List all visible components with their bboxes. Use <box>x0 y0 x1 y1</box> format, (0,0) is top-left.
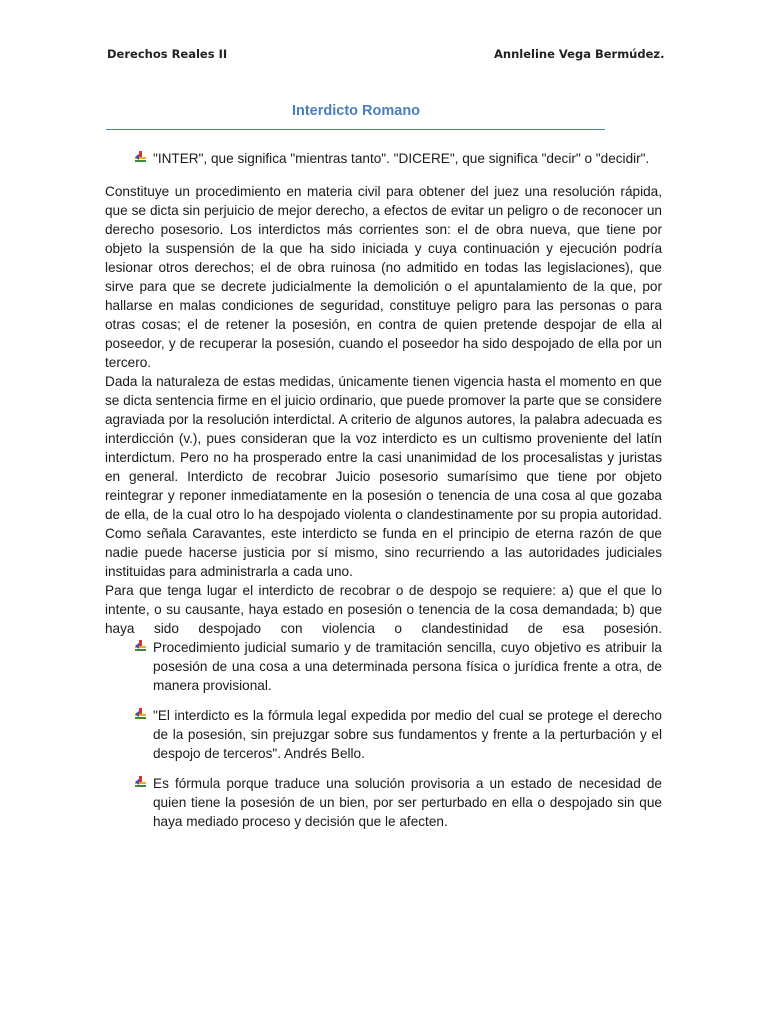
etymology-text: "INTER", que significa "mientras tanto". "DICERE", que significa "decir" o "decidir". <box>153 151 650 166</box>
header-author: Annleline Vega Bermúdez. <box>494 47 665 61</box>
arrow-bullet-icon <box>134 708 147 721</box>
arrow-bullet-icon <box>134 640 147 653</box>
arrow-bullet-icon <box>134 151 147 164</box>
definition-text-1: Procedimiento judicial sumario y de tramitación sencilla, cuyo objetivo es atribuir la posesión de una cosa a una determinada persona física o jurídica frente a otra, de manera provisional. <box>153 640 662 693</box>
header-course: Derechos Reales II <box>107 47 228 61</box>
definition-bullet-2 <box>134 706 662 763</box>
paragraph-3: Para que tenga lugar el interdicto de recobrar o de despojo se requiere: a) que el que lo intente, o su causante, haya estado en posesión o tenencia de la cosa demandada; b) que haya sido despojado con violencia o clandestinidad de esa posesión. <box>105 583 662 636</box>
etymology-bullet <box>134 149 662 168</box>
definition-bullet-1 <box>134 638 662 695</box>
arrow-bullet-icon <box>134 776 147 789</box>
paragraph-block <box>105 182 662 638</box>
title-divider <box>106 129 605 130</box>
definition-text-3: Es fórmula porque traduce una solución provisoria a un estado de necesidad de quien tiene la posesión de un bien, por ser perturbado en ella o despojado sin que haya mediado proceso y decisión que le afecten. <box>153 776 662 829</box>
definition-text-2: "El interdicto es la fórmula legal expedida por medio del cual se protege el derecho de la posesión, sin prejuzgar sobre sus fundamentos y frente a la perturbación y el despojo de terceros". Andrés Bello. <box>153 708 662 761</box>
document-body <box>105 149 662 831</box>
paragraph-1: Constituye un procedimiento en materia civil para obtener del juez una resolución rápida, que se dicta sin perjuicio de mejor derecho, a efectos de evitar un peligro o de reconocer un derecho posesorio. Los interdictos más corrientes son: el de obra nueva, que tiene por objeto la suspensión de la que ha sido iniciada y cuya continuación y ejecución podría lesionar otros derechos; el de obra ruinosa (no admitido en todas las legislaciones), que sirve para que se decrete judicialmente la demolición o el apuntalamiento de la que, por hallarse en malas condiciones de seguridad, constituye peligro para las personas o para otras cosas; el de retener la posesión, en contra de quien pretende despojar de ella al poseedor, y de recuperar la posesión, cuando el poseedor ha sido despojado de ella por un tercero. <box>105 184 662 370</box>
paragraph-2: Dada la naturaleza de estas medidas, únicamente tienen vigencia hasta el momento en que se dicta sentencia firme en el juicio ordinario, que puede promover la parte que se considere agraviada por la resolución interdictal. A criterio de algunos autores, la palabra adecuada es interdicción (v.), pues consideran que la voz interdicto es un cultismo proveniente del latín interdictum. Pero no ha prosperado entre la casi unanimidad de los procesalistas y juristas en general. Interdicto de recobrar Juicio posesorio sumarísimo que tiene por objeto reintegrar y reponer inmediatamente en la posesión o tenencia de una cosa al que gozaba de ella, de la cual otro lo ha despojado violenta o clandestinamente por su propia autoridad. Como señala Caravantes, este interdicto se funda en el principio de eterna razón de que nadie puede hacerse justicia por sí mismo, sino recurriendo a las autoridades judiciales instituidas para administrarla a cada uno. <box>105 374 662 579</box>
definition-bullet-3 <box>134 774 662 831</box>
page-title: Interdicto Romano <box>291 103 421 119</box>
